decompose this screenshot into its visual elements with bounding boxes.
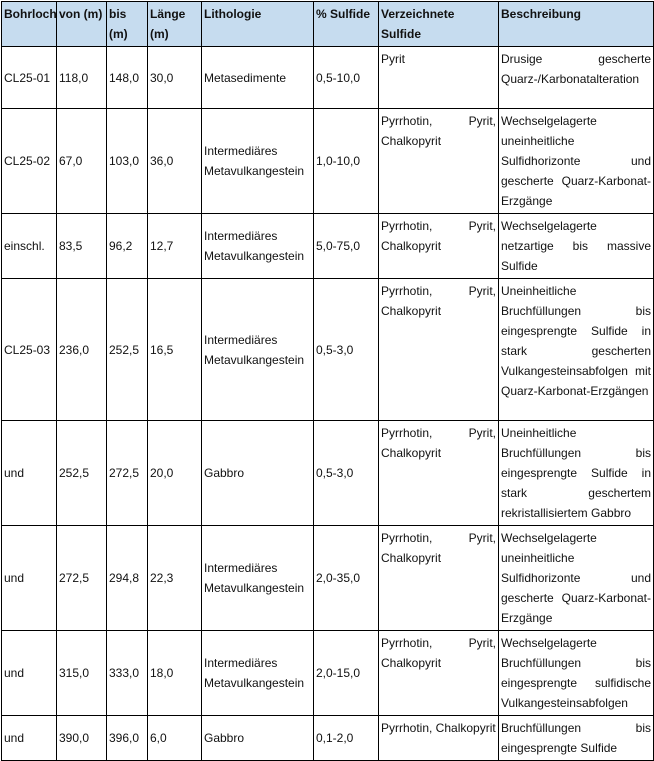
cell-description: Uneinheitliche Bruchfüllungen bis eingesprengte Sulfide in stark gescherten Vulkangesteinsabfolgen mit Quarz-Karbonat-Erzgängen <box>499 279 654 421</box>
cell-from: 236,0 <box>57 279 107 421</box>
cell-length: 36,0 <box>148 109 202 214</box>
cell-description: Wechselgelagerte uneinheitliche Sulfidhorizonte und gescherte Quarz-Karbonat-Erzgänge <box>499 526 654 631</box>
col-header-from: von (m) <box>57 2 107 47</box>
cell-sulfides: Pyrit <box>379 47 499 109</box>
table-row <box>2 109 654 214</box>
cell-from: 252,5 <box>57 421 107 526</box>
cell-to: 96,2 <box>107 214 148 279</box>
cell-from: 315,0 <box>57 631 107 716</box>
table-row <box>2 279 654 421</box>
cell-hole: und <box>2 631 57 716</box>
col-header-sulfide-pct: % Sulfide <box>314 2 379 47</box>
col-header-length: Länge (m) <box>148 2 202 47</box>
cell-lithology: Intermediäres Metavulkangestein <box>202 279 314 421</box>
cell-length: 16,5 <box>148 279 202 421</box>
cell-from: 67,0 <box>57 109 107 214</box>
cell-sulfides: Pyrrhotin, Chalkopyrit <box>379 716 499 761</box>
cell-sulfide-pct: 0,5-10,0 <box>314 47 379 109</box>
cell-hole: CL25-01 <box>2 47 57 109</box>
cell-hole: und <box>2 421 57 526</box>
cell-length: 20,0 <box>148 421 202 526</box>
cell-lithology: Metasedimente <box>202 47 314 109</box>
cell-sulfides: Pyrrhotin, Pyrit, Chalkopyrit <box>379 279 499 421</box>
cell-sulfide-pct: 1,0-10,0 <box>314 109 379 214</box>
cell-length: 12,7 <box>148 214 202 279</box>
table-row <box>2 526 654 631</box>
cell-lithology: Intermediäres Metavulkangestein <box>202 214 314 279</box>
cell-length: 18,0 <box>148 631 202 716</box>
cell-description: Uneinheitliche Bruchfüllungen bis eingesprengte Sulfide in stark geschertem rekristallisiertem Gabbro <box>499 421 654 526</box>
cell-to: 252,5 <box>107 279 148 421</box>
table-header-row <box>2 2 654 47</box>
cell-from: 83,5 <box>57 214 107 279</box>
table-row <box>2 47 654 109</box>
drill-results-table <box>1 1 654 761</box>
cell-description: Wechselgelagerte Bruchfüllungen bis eingesprengte sulfidische Vulkangesteinsabfolgen <box>499 631 654 716</box>
cell-description: Wechselgelagerte uneinheitliche Sulfidhorizonte und gescherte Quarz-Karbonat-Erzgänge <box>499 109 654 214</box>
col-header-to: bis (m) <box>107 2 148 47</box>
cell-sulfides: Pyrrhotin, Pyrit, Chalkopyrit <box>379 421 499 526</box>
table-row <box>2 214 654 279</box>
cell-from: 390,0 <box>57 716 107 761</box>
table-row <box>2 631 654 716</box>
table-row <box>2 716 654 761</box>
cell-hole: einschl. <box>2 214 57 279</box>
cell-description: Bruchfüllungen bis eingesprengte Sulfide <box>499 716 654 761</box>
cell-lithology: Gabbro <box>202 716 314 761</box>
col-header-lithology: Lithologie <box>202 2 314 47</box>
cell-lithology: Gabbro <box>202 421 314 526</box>
cell-length: 22,3 <box>148 526 202 631</box>
col-header-sulfides: Verzeichnete Sulfide <box>379 2 499 47</box>
cell-sulfide-pct: 0,1-2,0 <box>314 716 379 761</box>
col-header-description: Beschreibung <box>499 2 654 47</box>
cell-hole: CL25-03 <box>2 279 57 421</box>
cell-hole: und <box>2 716 57 761</box>
cell-to: 396,0 <box>107 716 148 761</box>
cell-lithology: Intermediäres Metavulkangestein <box>202 109 314 214</box>
cell-sulfide-pct: 5,0-75,0 <box>314 214 379 279</box>
cell-hole: CL25-02 <box>2 109 57 214</box>
cell-sulfides: Pyrrhotin, Pyrit, Chalkopyrit <box>379 631 499 716</box>
cell-length: 6,0 <box>148 716 202 761</box>
cell-length: 30,0 <box>148 47 202 109</box>
cell-sulfide-pct: 0,5-3,0 <box>314 279 379 421</box>
cell-sulfide-pct: 0,5-3,0 <box>314 421 379 526</box>
table-row <box>2 421 654 526</box>
cell-description: Wechselgelagerte netzartige bis massive Sulfide <box>499 214 654 279</box>
cell-from: 272,5 <box>57 526 107 631</box>
cell-lithology: Intermediäres Metavulkangestein <box>202 631 314 716</box>
cell-sulfides: Pyrrhotin, Pyrit, Chalkopyrit <box>379 214 499 279</box>
cell-sulfide-pct: 2,0-15,0 <box>314 631 379 716</box>
cell-to: 333,0 <box>107 631 148 716</box>
cell-sulfides: Pyrrhotin, Pyrit, Chalkopyrit <box>379 109 499 214</box>
cell-to: 148,0 <box>107 47 148 109</box>
cell-lithology: Intermediäres Metavulkangestein <box>202 526 314 631</box>
cell-to: 272,5 <box>107 421 148 526</box>
cell-to: 294,8 <box>107 526 148 631</box>
cell-sulfide-pct: 2,0-35,0 <box>314 526 379 631</box>
cell-from: 118,0 <box>57 47 107 109</box>
cell-to: 103,0 <box>107 109 148 214</box>
cell-description: Drusige gescherte Quarz-/Karbonatalteration <box>499 47 654 109</box>
col-header-hole: Bohrloch <box>2 2 57 47</box>
cell-sulfides: Pyrrhotin, Pyrit, Chalkopyrit <box>379 526 499 631</box>
cell-hole: und <box>2 526 57 631</box>
